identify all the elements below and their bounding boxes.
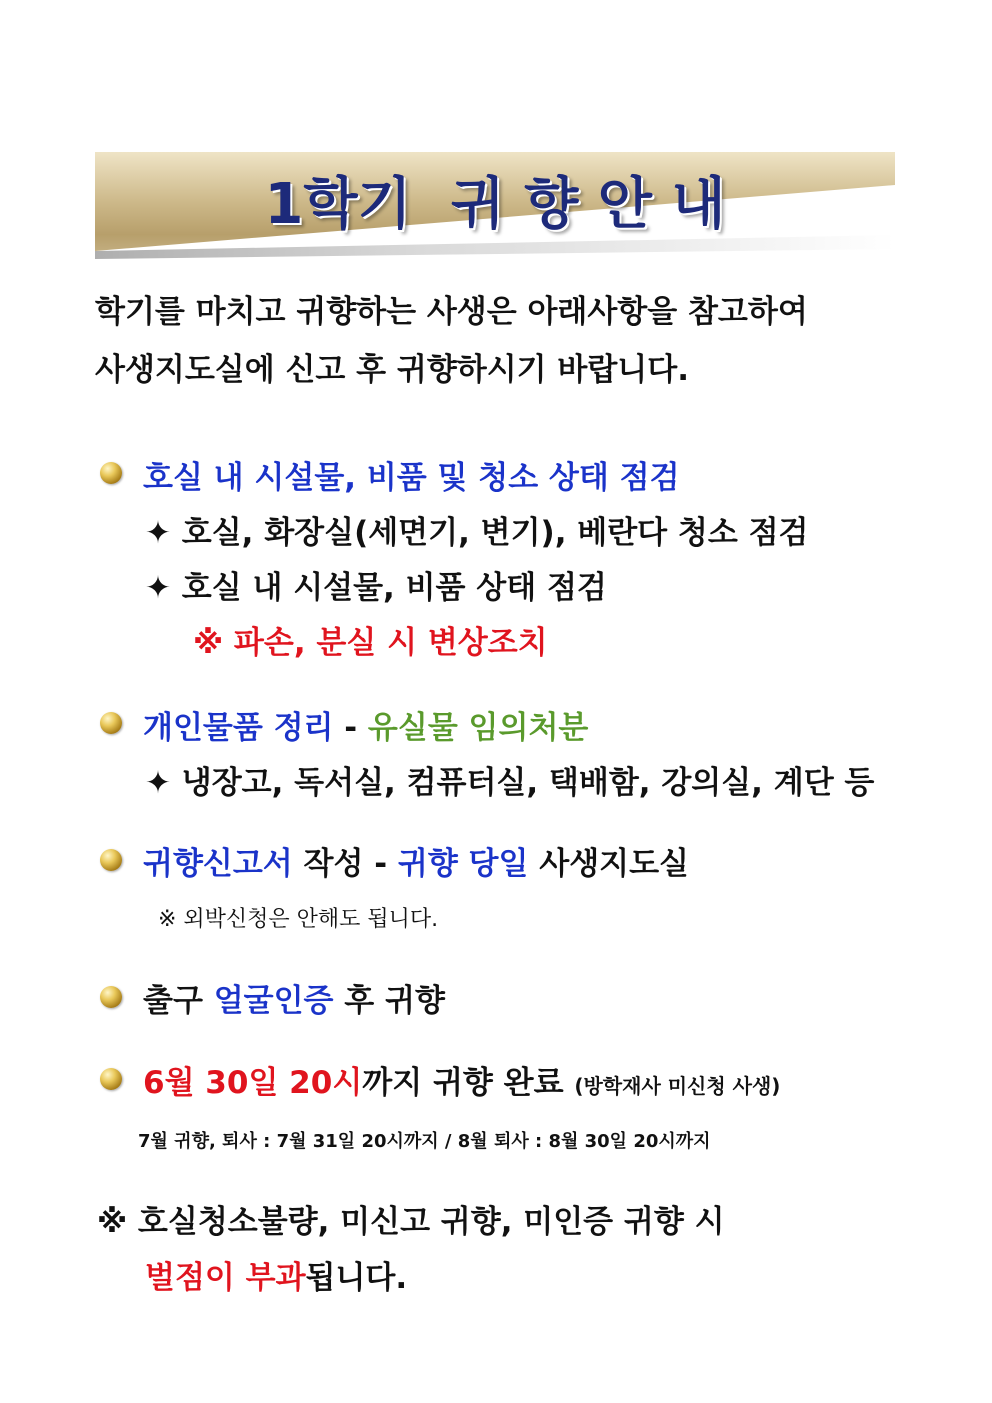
footer-line-2 — [145, 1252, 407, 1297]
section2-heading-part-b: 유실물 임의처분 — [367, 710, 589, 746]
footer-penalty: 벌점이 부과 — [145, 1260, 306, 1296]
section5-note: 7월 귀향, 퇴사 : 7월 31일 20시까지 / 8월 퇴사 : 8월 30일 20시까지 — [138, 1131, 711, 1152]
gold-bullet-icon — [100, 712, 122, 734]
section3-heading — [143, 838, 689, 883]
footer-line-1: ※ 호실청소불량, 미신고 귀향, 미인증 귀향 시 — [97, 1204, 725, 1240]
section3-part-a: 귀향신고서 — [143, 846, 293, 882]
intro-line-1: 학기를 마치고 귀향하는 사생은 아래사항을 참고하여 — [95, 294, 808, 330]
section1-item-2: ✦ 호실 내 시설물, 비품 상태 점검 — [145, 570, 607, 606]
section3-part-b: 작성 - — [292, 846, 398, 882]
section1-item-1: ✦ 호실, 화장실(세면기, 변기), 베란다 청소 점검 — [145, 515, 809, 551]
section5-part-c: (방학재사 미신청 사생) — [574, 1074, 781, 1098]
section1-note: ※ 파손, 분실 시 변상조치 — [193, 625, 548, 661]
section3-part-d: 사생지도실 — [528, 846, 689, 882]
intro-paragraph — [95, 283, 915, 399]
gold-bullet-icon — [100, 1068, 122, 1090]
intro-line-2: 사생지도실에 신고 후 귀향하시기 바랍니다. — [95, 352, 689, 388]
section5-heading — [143, 1057, 780, 1102]
section2-heading — [143, 702, 588, 747]
section3-part-c: 귀향 당일 — [397, 846, 529, 882]
gold-bullet-icon — [100, 462, 122, 484]
section5-deadline: 6월 30일 20시 — [143, 1065, 363, 1101]
section4-part-c: 후 귀향 — [333, 983, 445, 1019]
section2-heading-dash: - — [333, 710, 368, 746]
section5-part-b: 까지 귀향 완료 — [362, 1065, 575, 1101]
section2-heading-part-a: 개인물품 정리 — [143, 710, 334, 746]
section4-part-a: 출구 — [143, 983, 214, 1019]
section1-heading: 호실 내 시설물, 비품 및 청소 상태 점검 — [143, 460, 680, 496]
section3-note: ※ 외박신청은 안해도 됩니다. — [158, 907, 439, 932]
section2-item-1: ✦ 냉장고, 독서실, 컴퓨터실, 택배함, 강의실, 계단 등 — [145, 765, 875, 801]
gold-bullet-icon — [100, 849, 122, 871]
footer-line-2-end: 됩니다. — [305, 1260, 408, 1296]
section4-heading — [143, 975, 445, 1020]
section4-part-b: 얼굴인증 — [213, 983, 334, 1019]
page-title: 1학기 귀 향 안 내 — [264, 172, 726, 237]
gold-bullet-icon — [100, 986, 122, 1008]
